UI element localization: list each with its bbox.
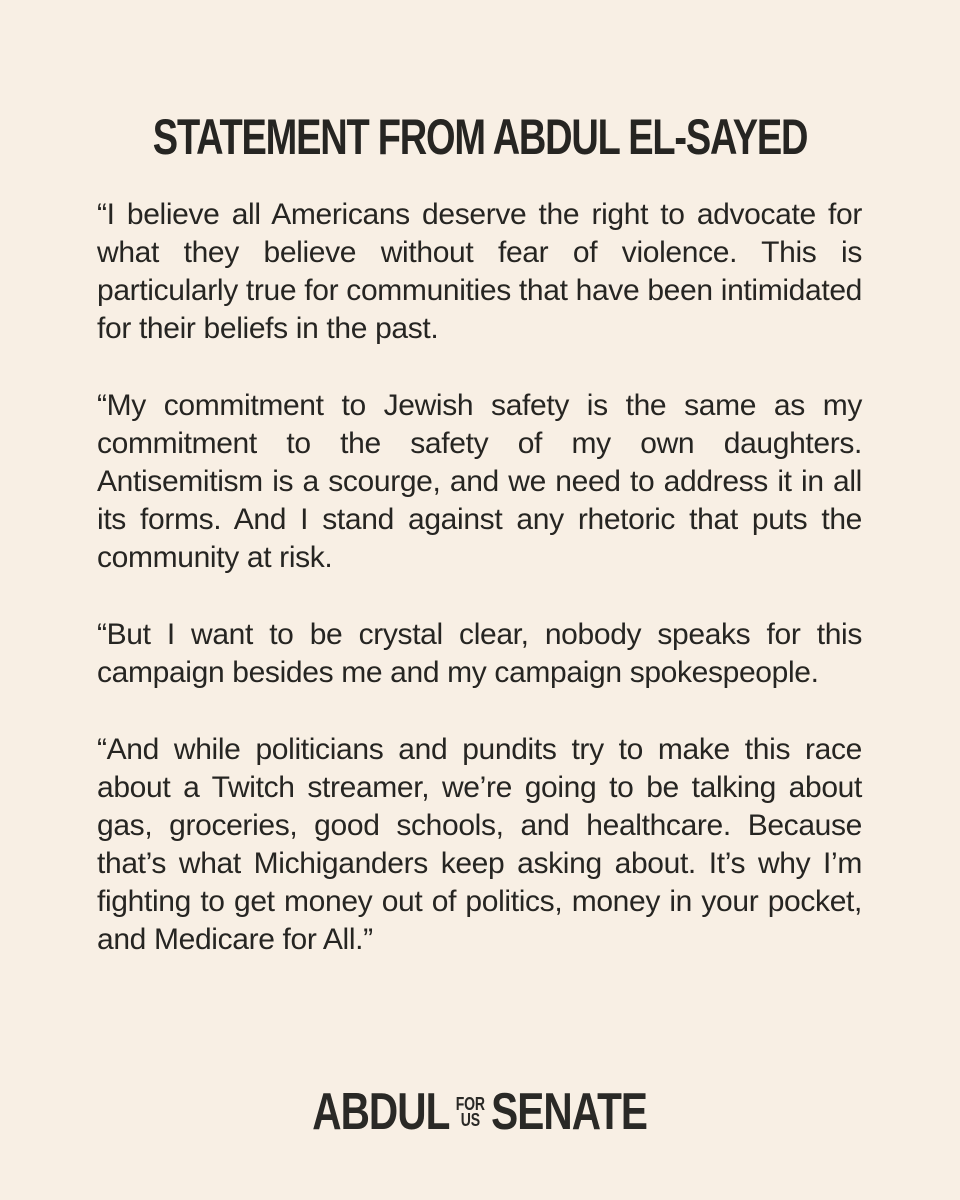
logo-us: US bbox=[461, 1110, 481, 1130]
campaign-logo bbox=[0, 1083, 960, 1141]
logo-for: FOR bbox=[456, 1094, 486, 1114]
logo-word-senate: SENATE bbox=[491, 1083, 648, 1141]
statement-body bbox=[97, 196, 862, 998]
statement-paragraph-4: “And while politicians and pundits try to make this race about a Twitch streamer, we’re going to be talking about gas, groceries, good schools, and healthcare. Because that’s what Michiganders keep asking about. It’s why I’m fighting to get money out of politics, money in your pocket, and Medicare for All.” bbox=[97, 733, 862, 956]
statement-paragraph-2: “My commitment to Jewish safety is the same as my commitment to the safety of my own daughters. Antisemitism is a scourge, and we need to address it in all its forms. And I stand against any rhetoric that puts the community at risk. bbox=[97, 389, 862, 574]
logo-for-us bbox=[456, 1096, 485, 1128]
statement-paragraph-1: “I believe all Americans deserve the right to advocate for what they believe without fear of violence. This is particularly true for communities that have been intimidated for their beliefs in the past. bbox=[97, 198, 862, 345]
campaign-logo-wordmark bbox=[312, 1083, 648, 1141]
statement-paragraph-3: “But I want to be crystal clear, nobody speaks for this campaign besides me and my campaign spokespeople. bbox=[97, 618, 862, 689]
logo-word-abdul: ABDUL bbox=[312, 1083, 450, 1141]
statement-title: STATEMENT FROM ABDUL EL-SAYED bbox=[152, 108, 808, 165]
